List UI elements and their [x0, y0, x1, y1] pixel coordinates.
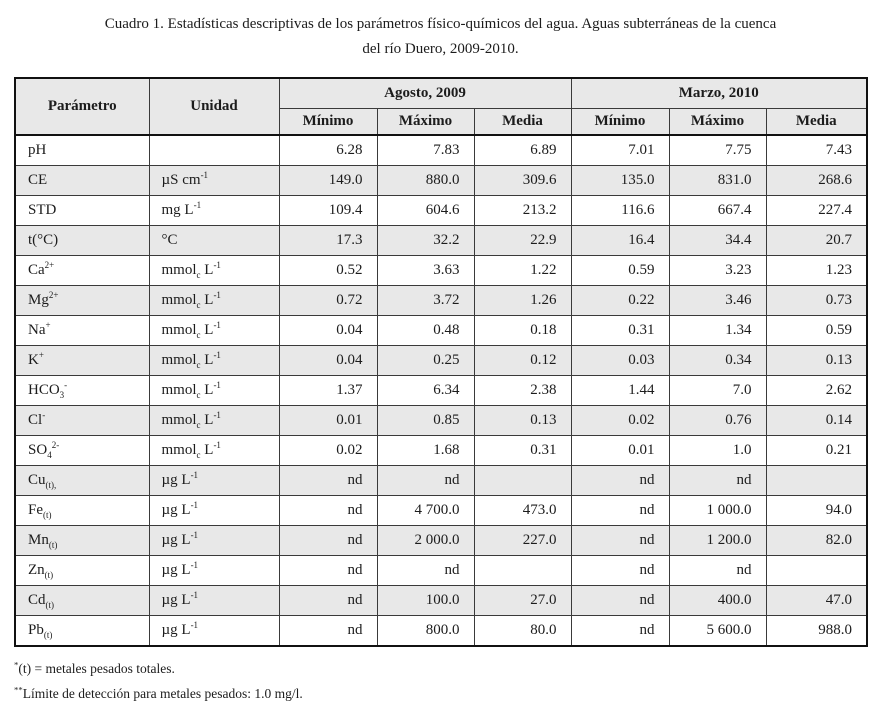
- value-cell: 0.13: [766, 346, 867, 376]
- value-cell: nd: [571, 466, 669, 496]
- value-cell: 0.52: [279, 256, 377, 286]
- param-cell: K+: [15, 346, 149, 376]
- value-cell: 0.31: [474, 436, 571, 466]
- subheader-agosto-media: Media: [474, 109, 571, 136]
- value-cell: 0.01: [571, 436, 669, 466]
- statistics-table: [14, 77, 868, 647]
- value-cell: 1.37: [279, 376, 377, 406]
- param-cell: $SO_4^{2-}$: [15, 436, 149, 466]
- param-cell: $Fe_{(t)}$: [15, 496, 149, 526]
- footnotes: [14, 656, 867, 706]
- value-cell: 17.3: [279, 226, 377, 256]
- value-cell: 7.43: [766, 135, 867, 166]
- value-cell: nd: [571, 496, 669, 526]
- value-cell: 0.31: [571, 316, 669, 346]
- footnote-1-text: (t) = metales pesados totales.: [18, 661, 175, 676]
- value-cell: 3.63: [377, 256, 474, 286]
- table-row: [15, 436, 867, 466]
- table-row: [15, 376, 867, 406]
- value-cell: 34.4: [669, 226, 766, 256]
- value-cell: 0.76: [669, 406, 766, 436]
- value-cell: 0.48: [377, 316, 474, 346]
- table-body: [15, 135, 867, 646]
- value-cell: 116.6: [571, 196, 669, 226]
- param-cell: $Mn_{(t)}$: [15, 526, 149, 556]
- value-cell: 6.34: [377, 376, 474, 406]
- value-cell: 27.0: [474, 586, 571, 616]
- value-cell: 0.34: [669, 346, 766, 376]
- value-cell: 47.0: [766, 586, 867, 616]
- unit-cell: [149, 135, 279, 166]
- param-cell: $Pb_{(t)}$: [15, 616, 149, 647]
- table-caption: [14, 12, 867, 62]
- value-cell: 109.4: [279, 196, 377, 226]
- unit-cell: mmol$_c$ $L^{-1}$: [149, 256, 279, 286]
- value-cell: 2.38: [474, 376, 571, 406]
- value-cell: 0.02: [279, 436, 377, 466]
- table-row: [15, 286, 867, 316]
- value-cell: nd: [279, 466, 377, 496]
- param-cell: Na+: [15, 316, 149, 346]
- value-cell: 0.22: [571, 286, 669, 316]
- param-cell: pH: [15, 135, 149, 166]
- value-cell: nd: [279, 586, 377, 616]
- value-cell: 1.26: [474, 286, 571, 316]
- unit-cell: µg $L^{-1}$: [149, 586, 279, 616]
- value-cell: 0.85: [377, 406, 474, 436]
- table-row: [15, 346, 867, 376]
- subheader-agosto-minimo: Mínimo: [279, 109, 377, 136]
- subheader-agosto-maximo: Máximo: [377, 109, 474, 136]
- table-row: [15, 135, 867, 166]
- footnote-1-marker: *: [14, 659, 19, 670]
- value-cell: 667.4: [669, 196, 766, 226]
- value-cell: 135.0: [571, 166, 669, 196]
- subheader-marzo-media: Media: [766, 109, 867, 136]
- value-cell: 80.0: [474, 616, 571, 647]
- header-unidad: Unidad: [149, 78, 279, 135]
- value-cell: 1.34: [669, 316, 766, 346]
- value-cell: 473.0: [474, 496, 571, 526]
- value-cell: 0.18: [474, 316, 571, 346]
- value-cell: nd: [279, 556, 377, 586]
- value-cell: 227.0: [474, 526, 571, 556]
- table-row: [15, 166, 867, 196]
- unit-cell: µg $L^{-1}$: [149, 496, 279, 526]
- param-cell: t(°C): [15, 226, 149, 256]
- value-cell: 604.6: [377, 196, 474, 226]
- value-cell: 7.83: [377, 135, 474, 166]
- footnote-2-marker: **: [14, 684, 23, 695]
- value-cell: 16.4: [571, 226, 669, 256]
- value-cell: 213.2: [474, 196, 571, 226]
- value-cell: 0.12: [474, 346, 571, 376]
- param-cell: Cl-: [15, 406, 149, 436]
- value-cell: [474, 556, 571, 586]
- param-cell: $HCO_3^-$: [15, 376, 149, 406]
- table-row: [15, 226, 867, 256]
- table-row: [15, 196, 867, 226]
- value-cell: 0.01: [279, 406, 377, 436]
- value-cell: 4 700.0: [377, 496, 474, 526]
- param-cell: CE: [15, 166, 149, 196]
- value-cell: 0.21: [766, 436, 867, 466]
- unit-cell: µg $L^{-1}$: [149, 556, 279, 586]
- header-group-row: [15, 78, 867, 109]
- value-cell: 1.68: [377, 436, 474, 466]
- value-cell: 2.62: [766, 376, 867, 406]
- unit-cell: mmol$_c$ $L^{-1}$: [149, 286, 279, 316]
- value-cell: 20.7: [766, 226, 867, 256]
- table-row: [15, 316, 867, 346]
- param-cell: STD: [15, 196, 149, 226]
- value-cell: 268.6: [766, 166, 867, 196]
- value-cell: 880.0: [377, 166, 474, 196]
- table-row: [15, 586, 867, 616]
- unit-cell: µg $L^{-1}$: [149, 616, 279, 647]
- value-cell: 1 200.0: [669, 526, 766, 556]
- value-cell: [766, 466, 867, 496]
- unit-cell: µg $L^{-1}$: [149, 466, 279, 496]
- value-cell: nd: [571, 556, 669, 586]
- value-cell: 1 000.0: [669, 496, 766, 526]
- value-cell: 0.04: [279, 346, 377, 376]
- value-cell: 1.22: [474, 256, 571, 286]
- value-cell: nd: [669, 556, 766, 586]
- footnote-1: [14, 656, 867, 681]
- value-cell: 3.72: [377, 286, 474, 316]
- value-cell: 7.75: [669, 135, 766, 166]
- footnote-2-text: Límite de detección para metales pesados: 1.0 mg/l.: [22, 686, 303, 701]
- value-cell: 0.72: [279, 286, 377, 316]
- table-row: [15, 406, 867, 436]
- caption-line-2: del río Duero, 2009-2010.: [362, 41, 519, 57]
- unit-cell: mmol$_c$ $L^{-1}$: [149, 436, 279, 466]
- value-cell: 3.23: [669, 256, 766, 286]
- value-cell: 800.0: [377, 616, 474, 647]
- value-cell: 831.0: [669, 166, 766, 196]
- param-cell: $Cd_{(t)}$: [15, 586, 149, 616]
- value-cell: 0.73: [766, 286, 867, 316]
- value-cell: 0.02: [571, 406, 669, 436]
- value-cell: 988.0: [766, 616, 867, 647]
- value-cell: 0.14: [766, 406, 867, 436]
- value-cell: 6.28: [279, 135, 377, 166]
- value-cell: 227.4: [766, 196, 867, 226]
- value-cell: [474, 466, 571, 496]
- unit-cell: mmol$_c$ $L^{-1}$: [149, 376, 279, 406]
- param-cell: $Mg^{2+}$: [15, 286, 149, 316]
- value-cell: 400.0: [669, 586, 766, 616]
- value-cell: 22.9: [474, 226, 571, 256]
- value-cell: 2 000.0: [377, 526, 474, 556]
- table-row: [15, 616, 867, 647]
- value-cell: nd: [279, 526, 377, 556]
- unit-cell: mg $L^{-1}$: [149, 196, 279, 226]
- value-cell: 7.0: [669, 376, 766, 406]
- value-cell: 32.2: [377, 226, 474, 256]
- header-parametro: Parámetro: [15, 78, 149, 135]
- value-cell: 0.59: [766, 316, 867, 346]
- value-cell: [766, 556, 867, 586]
- footnote-2: [14, 681, 867, 706]
- value-cell: 0.04: [279, 316, 377, 346]
- value-cell: 1.0: [669, 436, 766, 466]
- value-cell: 94.0: [766, 496, 867, 526]
- unit-cell: mmol$_c$ $L^{-1}$: [149, 316, 279, 346]
- value-cell: nd: [377, 466, 474, 496]
- subheader-marzo-minimo: Mínimo: [571, 109, 669, 136]
- value-cell: nd: [571, 526, 669, 556]
- param-cell: $Zn_{(t)}$: [15, 556, 149, 586]
- value-cell: 100.0: [377, 586, 474, 616]
- value-cell: 3.46: [669, 286, 766, 316]
- value-cell: 7.01: [571, 135, 669, 166]
- unit-cell: µS $cm^{-1}$: [149, 166, 279, 196]
- unit-cell: µg $L^{-1}$: [149, 526, 279, 556]
- unit-cell: mmol$_c$ $L^{-1}$: [149, 406, 279, 436]
- value-cell: 149.0: [279, 166, 377, 196]
- value-cell: 1.23: [766, 256, 867, 286]
- value-cell: 0.59: [571, 256, 669, 286]
- caption-line-1: Cuadro 1. Estadísticas descriptivas de los parámetros físico-químicos del agua. Aguas subterráneas de la cuenca: [104, 16, 777, 32]
- header-group-agosto-2009: Agosto, 2009: [279, 78, 571, 109]
- value-cell: nd: [377, 556, 474, 586]
- param-cell: $Cu_{(t),}$: [15, 466, 149, 496]
- value-cell: nd: [279, 616, 377, 647]
- table-row: [15, 526, 867, 556]
- unit-cell: mmol$_c$ $L^{-1}$: [149, 346, 279, 376]
- table-row: [15, 466, 867, 496]
- value-cell: nd: [571, 616, 669, 647]
- table-row: [15, 556, 867, 586]
- table-row: [15, 496, 867, 526]
- value-cell: 6.89: [474, 135, 571, 166]
- value-cell: 5 600.0: [669, 616, 766, 647]
- value-cell: 82.0: [766, 526, 867, 556]
- value-cell: nd: [571, 586, 669, 616]
- value-cell: 0.13: [474, 406, 571, 436]
- value-cell: nd: [669, 466, 766, 496]
- header-group-marzo-2010: Marzo, 2010: [571, 78, 867, 109]
- subheader-marzo-maximo: Máximo: [669, 109, 766, 136]
- value-cell: 309.6: [474, 166, 571, 196]
- value-cell: 0.03: [571, 346, 669, 376]
- value-cell: nd: [279, 496, 377, 526]
- value-cell: 0.25: [377, 346, 474, 376]
- unit-cell: °C: [149, 226, 279, 256]
- table-header: [15, 78, 867, 135]
- table-row: [15, 256, 867, 286]
- param-cell: $Ca^{2+}$: [15, 256, 149, 286]
- value-cell: 1.44: [571, 376, 669, 406]
